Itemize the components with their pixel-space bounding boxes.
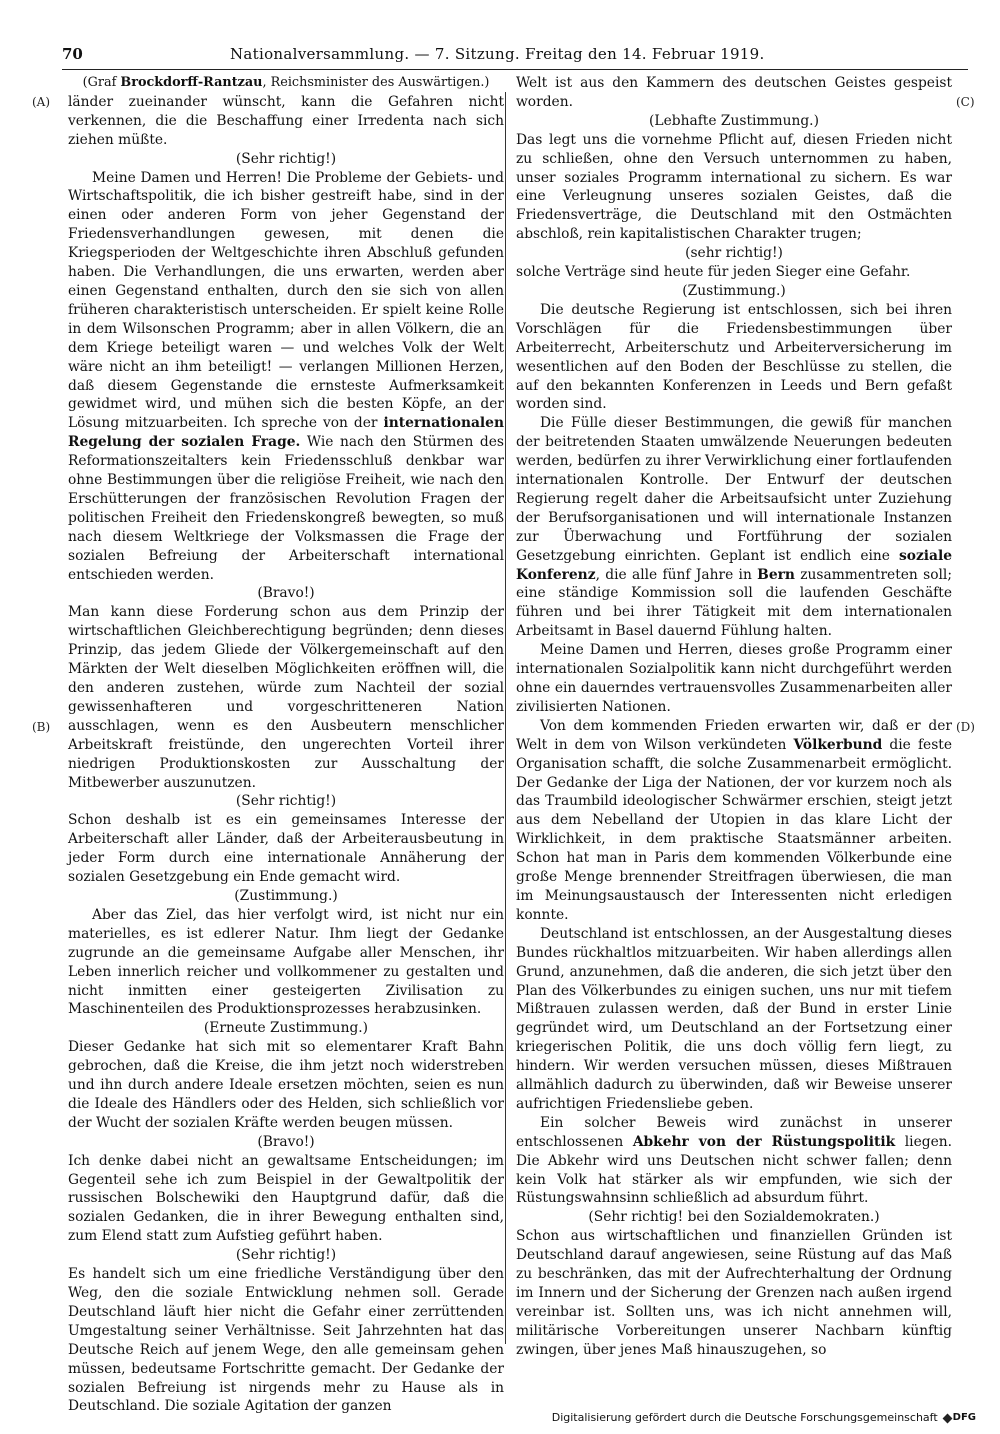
interjection: (Zustimmung.) (682, 282, 786, 299)
paragraph: Ich denke dabei nicht an gewaltsame Entscheidungen; im Gegenteil sehe ich zum Beispiel in der Gewaltpolitik der russischen Bolschewiki den Hauptgrund dafür, daß die sozialen Gedanken, die in ihrer Bewegung enthalten sind, zum Elend statt zum Aufstieg geführt haben. (68, 1152, 504, 1245)
paragraph: Ein solcher Beweis wird zunächst in unserer entschlossenen Abkehr von der Rüstungspolitik liegen. Die Abkehr wird uns Deutschen nicht schwer fallen; denn kein Volk hat stärker als wir empfunden, wie sich der Rüstungswahnsinn schließlich ad absurdum führt. (516, 1114, 953, 1207)
credit-text: Digitalisierung gefördert durch die Deutsche Forschungsgemeinschaft (551, 1411, 938, 1424)
dfg-logo-icon: DFG (944, 1409, 976, 1427)
interjection: (Zustimmung.) (234, 887, 338, 904)
paragraph: Aber das Ziel, das hier verfolgt wird, ist nicht nur ein materielles, es ist edlerer Natur. Ihm liegt der Gedanke zugrunde an die gemeinsame Aufgabe aller Menschen, ihr Leben innerlich reicher und vollkommener zu gestalten und nicht inmitten einer gesteigerten Zivilisation zu Maschinenteilen des Produktionsprozesses herabzusinken. (68, 906, 504, 1018)
paragraph: Die deutsche Regierung ist entschlossen, sich bei ihren Vorschlägen für die Friedensbestimmungen über Arbeiterrecht, Arbeiterschutz und Arbeiterversicherung im wesentlichen auf den Boden der Beschlüsse zu stellen, die auf den bekannten Konferenzen in Leeds und Bern gefaßt worden sind. (516, 301, 952, 413)
speaker-attribution: (Graf Brockdorff-Rantzau, Reichsminister des Auswärtigen.) (82, 75, 490, 90)
interjection: (Sehr richtig!) (235, 1247, 337, 1264)
paragraph: länder zueinander wünscht, kann die Gefahren nicht verkennen, die die Beschaffung einer Irredenta nach sich ziehen müßte. (68, 93, 504, 148)
paragraph: Deutschland ist entschlossen, an der Ausgestaltung dieses Bundes rückhaltlos mitzuarbeiten. Wir haben allerdings allen Grund, anzunehmen, daß die anderen, die sich jetzt über den Plan des Völkerbundes zu einigen suchen, uns nur mit tiefem Mißtrauen zulassen werden, daß der Bund in erster Linie gegründet wird, um Deutschland an der Fortsetzung einer kriegerischen Politik, die uns doch völlig fern liegt, zu hindern. Wir werden versuchen müssen, dieses Mißtrauen allmählich dadurch zu überwinden, daß wir Beweise unserer aufrichtigen Friedensliebe geben. (516, 925, 952, 1112)
paragraph: Die Fülle dieser Bestimmungen, die gewiß für manchen der beitretenden Staaten umwälzende Neuerungen bedeuten werden, bedürfen zu ihrer Verwirklichung einer fortlaufenden internationalen Kontrolle. Der Entwurf der deutschen Regierung regelt daher die Arbeitsaufsicht unter Zuziehung der Berufsorganisationen und will internationale Instanzen zur Überwachung und Fortführung der sozialen Gesetzgebung einrichten. Geplant ist endlich eine soziale Konferenz, die alle fünf Jahre in Bern zusammentreten soll; eine ständige Kommission soll die laufenden Geschäfte führen und bei ihrer Tätigkeit mit dem internationalen Arbeitsamt in Basel dauernd Fühlung halten. (516, 415, 952, 640)
paragraph: Meine Damen und Herren, dieses große Programm einer internationalen Sozialpolitik kann nicht durchgeführt werden ohne ein dauerndes vertrauensvolles Zusammenarbeiten aller zivilisierten Nationen. (516, 642, 952, 715)
paragraph: Von dem kommenden Frieden erwarten wir, daß er der Welt in dem von Wilson verkündeten Völkerbund die feste Organisation schafft, die solche Zusammenarbeit ermöglicht. Der Gedanke der Liga der Nationen, der vor kurzem noch als das Traumbild ideologischer Schwärmer erschien, steigt jetzt aus dem Nebelland der Utopien in das klare Licht der Wirklichkeit, in dem praktische Staatsmänner arbeiten. Schon hat man in Paris dem kommenden Völkerbunde eine große Menge brennender Streitfragen überwiesen, die man im Meinungsaustausch der Interessenten nicht erledigen konnte. (516, 717, 952, 923)
digitization-credit (552, 1409, 976, 1427)
speaker-name: Brockdorff-Rantzau (120, 75, 263, 90)
emphasis: soziale Konferenz (516, 547, 952, 583)
margin-marker-c: (C) (956, 95, 975, 109)
interjection: (Erneute Zustimmung.) (203, 1020, 369, 1037)
interjection: (Bravo!) (257, 1133, 315, 1150)
paragraph: Welt ist aus den Kammern des deutschen Geistes gespeist worden. (516, 75, 952, 110)
right-column (516, 74, 952, 1360)
interjection: (Sehr richtig! bei den Sozialdemokraten.) (588, 1209, 880, 1226)
paragraph: Dieser Gedanke hat sich mit so elementarer Kraft Bahn gebrochen, daß die Kreise, die ihm jetzt noch widerstreben und ihn durch andere Ideale ersetzen möchten, seien es nun die Ideale des Händlers oder des Helden, sich schließlich vor der Wucht der sozialen Kräfte werden beugen müssen. (68, 1039, 504, 1131)
column-divider (505, 92, 506, 1344)
emphasis: internationalen Regelung der sozialen Frage. (68, 415, 504, 451)
margin-marker-d: (D) (956, 720, 975, 734)
margin-marker-b: (B) (32, 720, 51, 734)
interjection: (Bravo!) (257, 585, 315, 602)
paragraph: Es handelt sich um eine friedliche Verständigung über den Weg, den die soziale Entwicklung nehmen soll. Gerade Deutschland läuft hier nicht die Gefahr einer zerrüttenden Umgestaltung seiner Verhältnisse. Seit Jahrzehnten hat das Deutsche Reich auf jenem Wege, den alle gemeinsam gehen müssen, bedeutsame Fortschritte gemacht. Der Gedanke der sozialen Befreiung ist nirgends mehr zu Hause als in Deutschland. Die soziale Agitation der ganzen (68, 1266, 504, 1415)
left-column (68, 74, 504, 1416)
paragraph: Schon deshalb ist es ein gemeinsames Interesse der Arbeiterschaft aller Länder, daß der Arbeiterausbeutung in jeder Form durch eine internationale Annäherung der sozialen Gesetzgebung ein Ende gemacht wird. (68, 812, 504, 886)
interjection: (Lebhafte Zustimmung.) (649, 112, 819, 129)
margin-marker-a: (A) (32, 95, 51, 109)
interjection: (Sehr richtig!) (235, 150, 337, 167)
paragraph: Schon aus wirtschaftlichen und finanziellen Gründen ist Deutschland darauf angewiesen, seine Rüstung auf das Maß zu beschränken, das mit der Aufrechterhaltung der Ordnung im Innern und der Sicherung der Grenzen nach außen irgend vereinbar ist. Sollten uns, was ich nicht annehmen will, militärische Vorbereitungen unserer Nachbarn künftig zwingen, über jenes Maß hinauszugehen, so (516, 1228, 952, 1358)
page-number: 70 (62, 45, 83, 63)
emphasis: Abkehr von der Rüstungspolitik (632, 1133, 896, 1150)
header-rule (62, 69, 968, 70)
paragraph: solche Verträge sind heute für jeden Sieger eine Gefahr. (516, 264, 911, 281)
paragraph: Meine Damen und Herren! Die Probleme der Gebiets- und Wirtschaftspolitik, die ich bisher gestreift habe, sind in der einen oder anderen Form von jeher Gegenstand der Friedensverhandlungen gewesen, mit denen die Kriegsperioden der Weltgeschichte ihren Abschluß gefunden haben. Die Verhandlungen, die uns erwarten, werden aber einen Gegenstand enthalten, durch den sie sich von allen früheren charakteristisch unterscheiden. Er spielt keine Rolle in dem Wilsonschen Programm; aber in allen Völkern, die an dem Kriege beteiligt waren — und welches Volk der Welt wäre nicht an ihm beteiligt! — verlangen Millionen Herzen, daß diesem Gegenstande die ernsteste Aufmerksamkeit gewidmet wird, und mühen sich die besten Köpfe, an der Lösung mitzuarbeiten. Ich spreche von der internationalen Regelung der sozialen Frage. Wie nach den Stürmen des Reformationszeitalters kein Friedensschluß denkbar war ohne Bestimmungen über die religiöse Freiheit, wie nach den Erschütterungen der französischen Revolution Fragen der politischen Freiheit den Friedenskongreß bewegten, so muß nach diesem Weltkriege der Volksmassen die Frage der sozialen Befreiung der Arbeiterschaft international entschieden werden. (68, 169, 504, 583)
interjection: (sehr richtig!) (685, 245, 783, 262)
emphasis: Völkerbund (793, 736, 883, 753)
page-header (62, 40, 968, 68)
running-head: Nationalversammlung. — 7. Sitzung. Freitag den 14. Februar 1919. (230, 45, 765, 63)
emphasis: Bern (757, 566, 795, 583)
interjection: (Sehr richtig!) (235, 793, 337, 810)
paragraph: Man kann diese Forderung schon aus dem Prinzip der wirtschaftlichen Gleichberechtigung begründen; denn dieses Prinzip, das jedem Gliede der Völkergemeinschaft auf den Märkten der Welt dieselben Möglichkeiten eröffnen will, die den anderen zustehen, würde zum Nachteil der sozial gewissenhafteren und vorgeschritteneren Nation ausschlagen, wenn es den Ausbeutern menschlicher Arbeitskraft freistünde, den ungerechten Vorteil ihrer niedrigen Produktionskosten zur Ausschaltung der Mitbewerber auszunutzen. (68, 604, 504, 791)
paragraph: Das legt uns die vornehme Pflicht auf, diesen Frieden nicht zu schließen, ohne den Versuch unternommen zu haben, unser soziales Programm international zu sichern. Es war eine Verleugnung unseres sozialen Geistes, daß die Friedensverträge, die Deutschland mit den Ostmächten abschloß, rein kapitalistischen Charakter trugen; (516, 131, 952, 243)
